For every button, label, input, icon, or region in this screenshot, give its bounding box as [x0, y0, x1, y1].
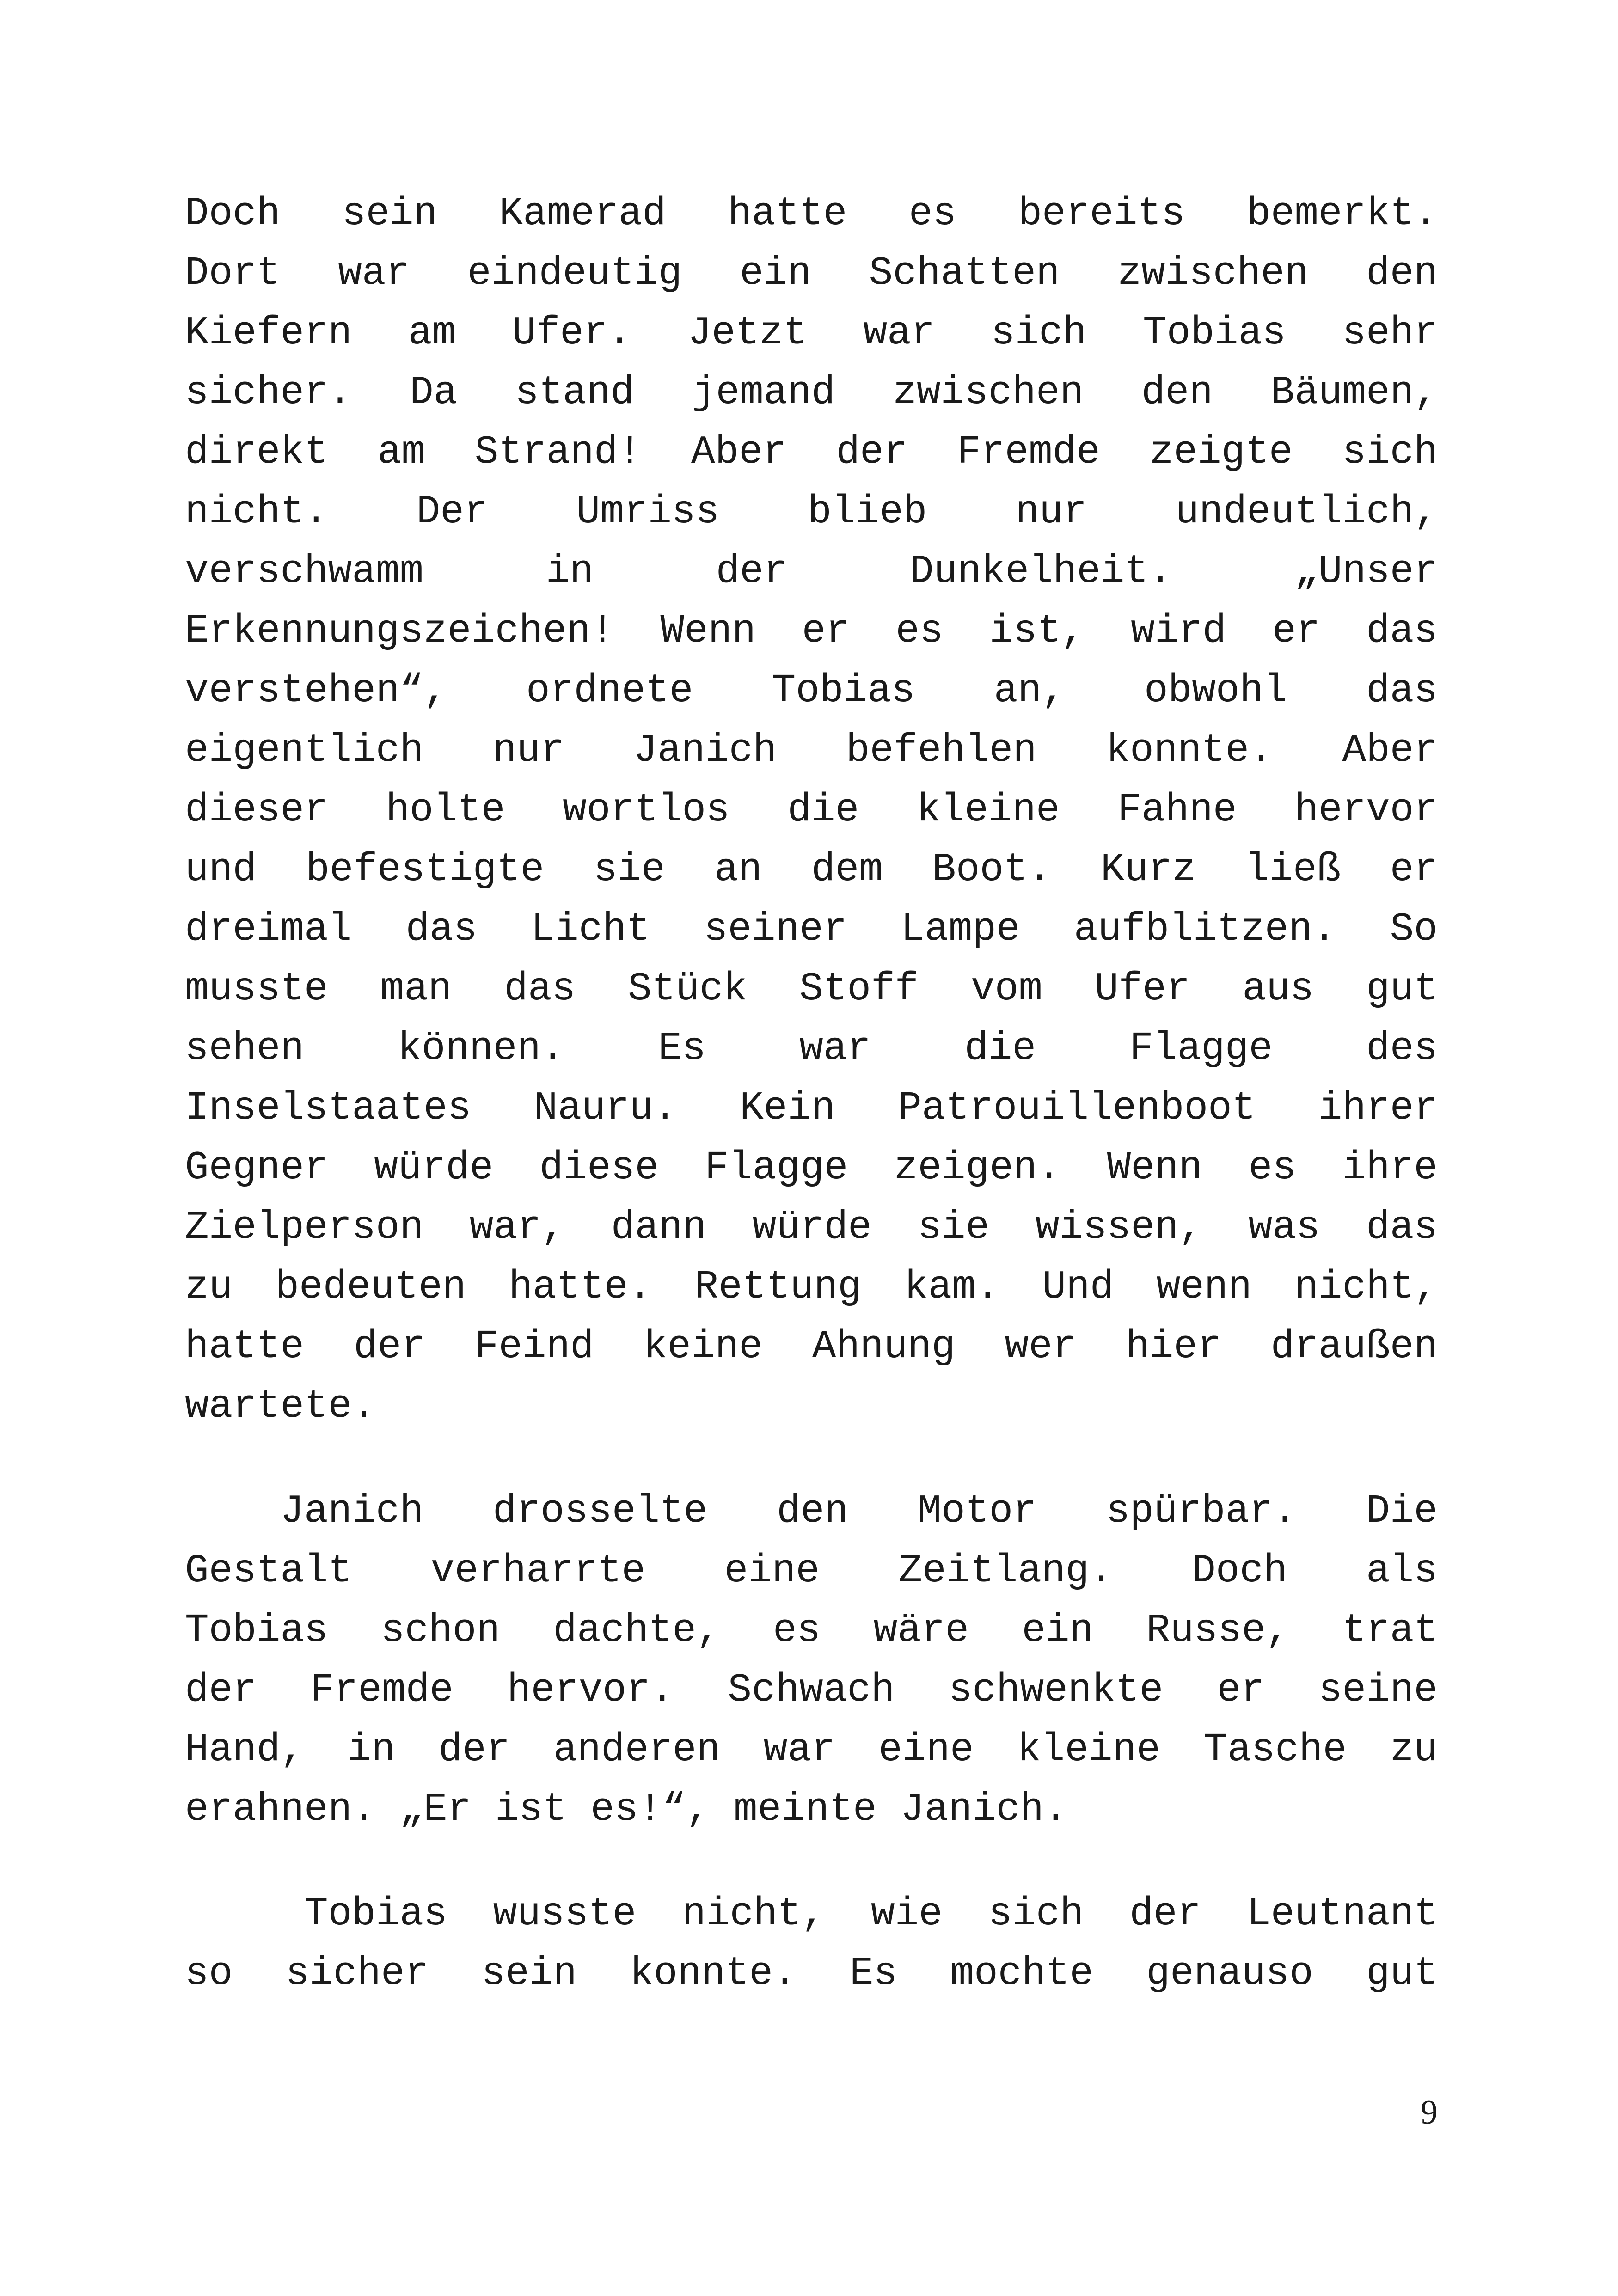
word: Feind — [474, 1324, 594, 1369]
word: der — [354, 1324, 425, 1369]
word: mochte — [950, 1951, 1094, 1996]
word: genauso — [1146, 1951, 1313, 1996]
word: Kurz — [1100, 847, 1196, 892]
word: Hand, — [185, 1727, 305, 1772]
word: seiner — [704, 906, 847, 952]
word: blieb — [808, 489, 927, 534]
word: die — [787, 787, 859, 833]
word: holte — [386, 787, 505, 833]
word: Motor — [917, 1488, 1037, 1534]
text-line — [185, 1884, 1438, 1944]
word: wird — [1131, 608, 1226, 654]
word: sein — [481, 1951, 577, 1996]
word: das — [405, 906, 478, 952]
word: Tobias — [185, 1891, 447, 1936]
word: zwischen — [1117, 251, 1309, 296]
word: Tobias — [185, 1608, 328, 1653]
word: war — [763, 1727, 835, 1772]
word: Leutnant — [1247, 1891, 1438, 1936]
text-line — [185, 900, 1438, 959]
word: dem — [811, 847, 883, 892]
word: sicher. — [185, 370, 352, 415]
word: keine — [643, 1324, 763, 1369]
word: Tobias — [772, 668, 915, 713]
word: Dunkelheit. — [910, 549, 1172, 594]
word: hatte — [728, 191, 847, 236]
word: Umriss — [576, 489, 720, 534]
word: Aber — [691, 429, 787, 475]
text-line — [185, 959, 1438, 1019]
word: dachte, — [553, 1608, 720, 1653]
word: war, — [469, 1205, 565, 1250]
word: würde — [752, 1205, 872, 1250]
text-line — [185, 363, 1438, 422]
word: Wenn — [1107, 1145, 1203, 1190]
word: Fremde — [957, 429, 1100, 475]
word: bemerkt. — [1247, 191, 1438, 236]
word: was — [1248, 1205, 1320, 1250]
text-line — [185, 1601, 1438, 1660]
word: schon — [381, 1608, 501, 1653]
word: Schwach — [728, 1667, 895, 1713]
word: Ahnung — [812, 1324, 956, 1369]
word: ordnete — [526, 668, 693, 713]
text-line — [185, 1720, 1438, 1780]
word: wissen, — [1035, 1205, 1203, 1250]
word: jemand — [692, 370, 835, 415]
word: befestigte — [306, 847, 545, 892]
word: am — [408, 310, 456, 355]
word: aus — [1242, 966, 1314, 1011]
page-number: 9 — [1421, 2094, 1438, 2131]
word: Schatten — [869, 251, 1060, 296]
word: wer — [1005, 1324, 1077, 1369]
word: Gestalt — [185, 1548, 352, 1593]
word: ließ — [1245, 847, 1341, 892]
word: eigentlich — [185, 728, 424, 773]
word: das — [1366, 608, 1438, 654]
word: Und — [1042, 1264, 1114, 1310]
text-line — [185, 1482, 1438, 1541]
word: spürbar. — [1106, 1488, 1297, 1534]
word: diese — [539, 1145, 659, 1190]
word: wie — [871, 1891, 943, 1936]
word: kam. — [904, 1264, 1000, 1310]
word: Inselstaates — [185, 1085, 472, 1131]
text-line — [185, 661, 1438, 721]
word: es — [908, 191, 957, 236]
word: es — [895, 608, 944, 654]
word: kleine — [916, 787, 1060, 833]
word: verstehen“, — [185, 668, 447, 713]
text-line — [185, 1078, 1438, 1138]
word: Boot. — [932, 847, 1052, 892]
paragraph-1 — [185, 184, 1438, 1436]
word: sie — [918, 1205, 990, 1250]
word: sich — [991, 310, 1087, 355]
word: in — [545, 549, 594, 594]
word: der — [438, 1727, 510, 1772]
word: eine — [878, 1727, 974, 1772]
paragraph-2 — [185, 1482, 1438, 1839]
word: sehen — [185, 1026, 305, 1071]
word: Nauru. — [533, 1085, 677, 1131]
word: dann — [611, 1205, 707, 1250]
word: war — [799, 1026, 871, 1071]
word: sich — [1342, 429, 1438, 475]
word: gut — [1366, 1951, 1438, 1996]
text-line: erahnen. „Er ist es!“, meinte Janich. — [185, 1787, 1068, 1832]
word: ihre — [1342, 1145, 1438, 1190]
word: hatte. — [509, 1264, 652, 1310]
text-line — [185, 1541, 1438, 1601]
word: das — [504, 966, 576, 1011]
word: Der — [416, 489, 488, 534]
word: man — [380, 966, 452, 1011]
word: wäre — [873, 1608, 969, 1653]
word: Doch — [1192, 1548, 1287, 1593]
word: nicht, — [682, 1891, 826, 1936]
word: drosselte — [492, 1488, 708, 1534]
word: es — [773, 1608, 821, 1653]
word: direkt — [185, 429, 328, 475]
word: der — [185, 1667, 257, 1713]
word: zu — [185, 1264, 233, 1310]
text-line — [185, 601, 1438, 661]
word: er — [1272, 608, 1320, 654]
word: Strand! — [474, 429, 642, 475]
word: verharrte — [430, 1548, 646, 1593]
word: Wenn — [660, 608, 756, 654]
word: sie — [593, 847, 665, 892]
word: so — [185, 1951, 233, 1996]
word: So — [1390, 906, 1438, 952]
word: er — [802, 608, 850, 654]
word: bedeuten — [275, 1264, 466, 1310]
word: Erkennungszeichen! — [185, 608, 614, 654]
word: sich — [988, 1891, 1084, 1936]
word: hier — [1126, 1324, 1221, 1369]
word: war — [338, 251, 410, 296]
text-line — [185, 303, 1438, 363]
word: Tasche — [1203, 1727, 1347, 1772]
word: den — [1366, 251, 1438, 296]
word: Kiefern — [185, 310, 352, 355]
text-line — [185, 1944, 1438, 2003]
word: Flagge — [705, 1145, 848, 1190]
word: Kein — [740, 1085, 835, 1131]
word: hatte — [185, 1324, 305, 1369]
text-line — [185, 1198, 1438, 1257]
word: Es — [658, 1026, 706, 1071]
word: das — [1366, 668, 1438, 713]
word: kleine — [1017, 1727, 1160, 1772]
word: bereits — [1018, 191, 1185, 236]
word: wortlos — [563, 787, 730, 833]
word: sicher — [285, 1951, 429, 1996]
word: nur — [492, 728, 564, 773]
paragraph-3 — [185, 1884, 1438, 2003]
word: Kamerad — [499, 191, 666, 236]
text-line — [185, 244, 1438, 303]
word: Stoff — [799, 966, 919, 1011]
word: würde — [374, 1145, 494, 1190]
text-line — [185, 482, 1438, 542]
word: schwenkte — [948, 1667, 1164, 1713]
word: dieser — [185, 787, 328, 833]
word: ein — [740, 251, 811, 296]
word: können. — [398, 1026, 565, 1071]
word: Da — [410, 370, 458, 415]
word: draußen — [1270, 1324, 1438, 1369]
word: Janich — [185, 1488, 424, 1534]
text-line — [185, 1660, 1438, 1720]
word: den — [777, 1488, 848, 1534]
word: das — [1366, 1205, 1438, 1250]
word: dreimal — [185, 906, 352, 952]
word: trat — [1342, 1608, 1438, 1653]
word: die — [964, 1026, 1036, 1071]
word: vom — [971, 966, 1042, 1011]
word: Gegner — [185, 1145, 328, 1190]
word: hervor. — [507, 1667, 674, 1713]
word: sein — [342, 191, 438, 236]
word: zeigen. — [894, 1145, 1061, 1190]
word: der — [836, 429, 908, 475]
word: konnte. — [1106, 728, 1273, 773]
word: Fremde — [310, 1667, 454, 1713]
text-line — [185, 840, 1438, 900]
word: Patrouillenboot — [898, 1085, 1256, 1131]
word: Russe, — [1146, 1608, 1290, 1653]
word: der — [1129, 1891, 1201, 1936]
word: Ufer — [1094, 966, 1190, 1011]
word: musste — [185, 966, 328, 1011]
word: sehr — [1342, 310, 1438, 355]
word: nicht. — [185, 489, 328, 534]
word: obwohl — [1144, 668, 1287, 713]
word: ist, — [989, 608, 1085, 654]
text-line: wartete. — [185, 1384, 376, 1429]
word: war — [863, 310, 935, 355]
word: eindeutig — [467, 251, 682, 296]
word: „Unser — [1294, 549, 1438, 594]
word: anderen — [553, 1727, 721, 1772]
word: Fahne — [1117, 787, 1237, 833]
word: Zielperson — [185, 1205, 424, 1250]
word: befehlen — [846, 728, 1037, 773]
word: Rettung — [694, 1264, 862, 1310]
word: stand — [515, 370, 635, 415]
word: Tobias — [1143, 310, 1286, 355]
word: Dort — [185, 251, 281, 296]
word: Janich — [633, 728, 777, 773]
word: Aber — [1342, 728, 1438, 773]
word: zwischen — [893, 370, 1084, 415]
word: zu — [1390, 1727, 1438, 1772]
text-line — [185, 422, 1438, 482]
word: als — [1366, 1548, 1438, 1593]
word: an, — [993, 668, 1066, 713]
word: Flagge — [1129, 1026, 1273, 1071]
word: er — [1390, 847, 1438, 892]
word: konnte. — [630, 1951, 797, 1996]
word: er — [1217, 1667, 1265, 1713]
word: nur — [1015, 489, 1087, 534]
word: an — [714, 847, 762, 892]
text-line — [185, 1257, 1438, 1317]
word: Bäumen, — [1270, 370, 1438, 415]
word: Licht — [531, 906, 650, 952]
word: seine — [1318, 1667, 1438, 1713]
word: des — [1366, 1026, 1438, 1071]
word: Stück — [628, 966, 748, 1011]
word: der — [716, 549, 788, 594]
word: ein — [1022, 1608, 1094, 1653]
word: hervor — [1294, 787, 1438, 833]
word: in — [347, 1727, 395, 1772]
text-line — [185, 1317, 1438, 1377]
word: Doch — [185, 191, 281, 236]
word: Es — [849, 1951, 898, 1996]
word: und — [185, 847, 257, 892]
word: Jetzt — [687, 310, 807, 355]
word: aufblitzen. — [1073, 906, 1336, 952]
word: Ufer. — [512, 310, 631, 355]
word: zeigte — [1149, 429, 1293, 475]
word: gut — [1366, 966, 1438, 1011]
text-line — [185, 184, 1438, 244]
word: Zeitlang. — [898, 1548, 1113, 1593]
word: den — [1141, 370, 1213, 415]
text-line — [185, 1019, 1438, 1078]
text-line — [185, 721, 1438, 780]
word: am — [377, 429, 425, 475]
word: undeutlich, — [1175, 489, 1438, 534]
word: Die — [1366, 1488, 1438, 1534]
word: wenn — [1156, 1264, 1252, 1310]
text-line — [185, 1138, 1438, 1198]
word: es — [1248, 1145, 1296, 1190]
word: ihrer — [1318, 1085, 1438, 1131]
word: verschwamm — [185, 549, 424, 594]
word: eine — [724, 1548, 820, 1593]
word: nicht, — [1294, 1264, 1438, 1310]
word: wusste — [493, 1891, 637, 1936]
text-line — [185, 542, 1438, 601]
word: Lampe — [901, 906, 1020, 952]
text-line — [185, 780, 1438, 840]
